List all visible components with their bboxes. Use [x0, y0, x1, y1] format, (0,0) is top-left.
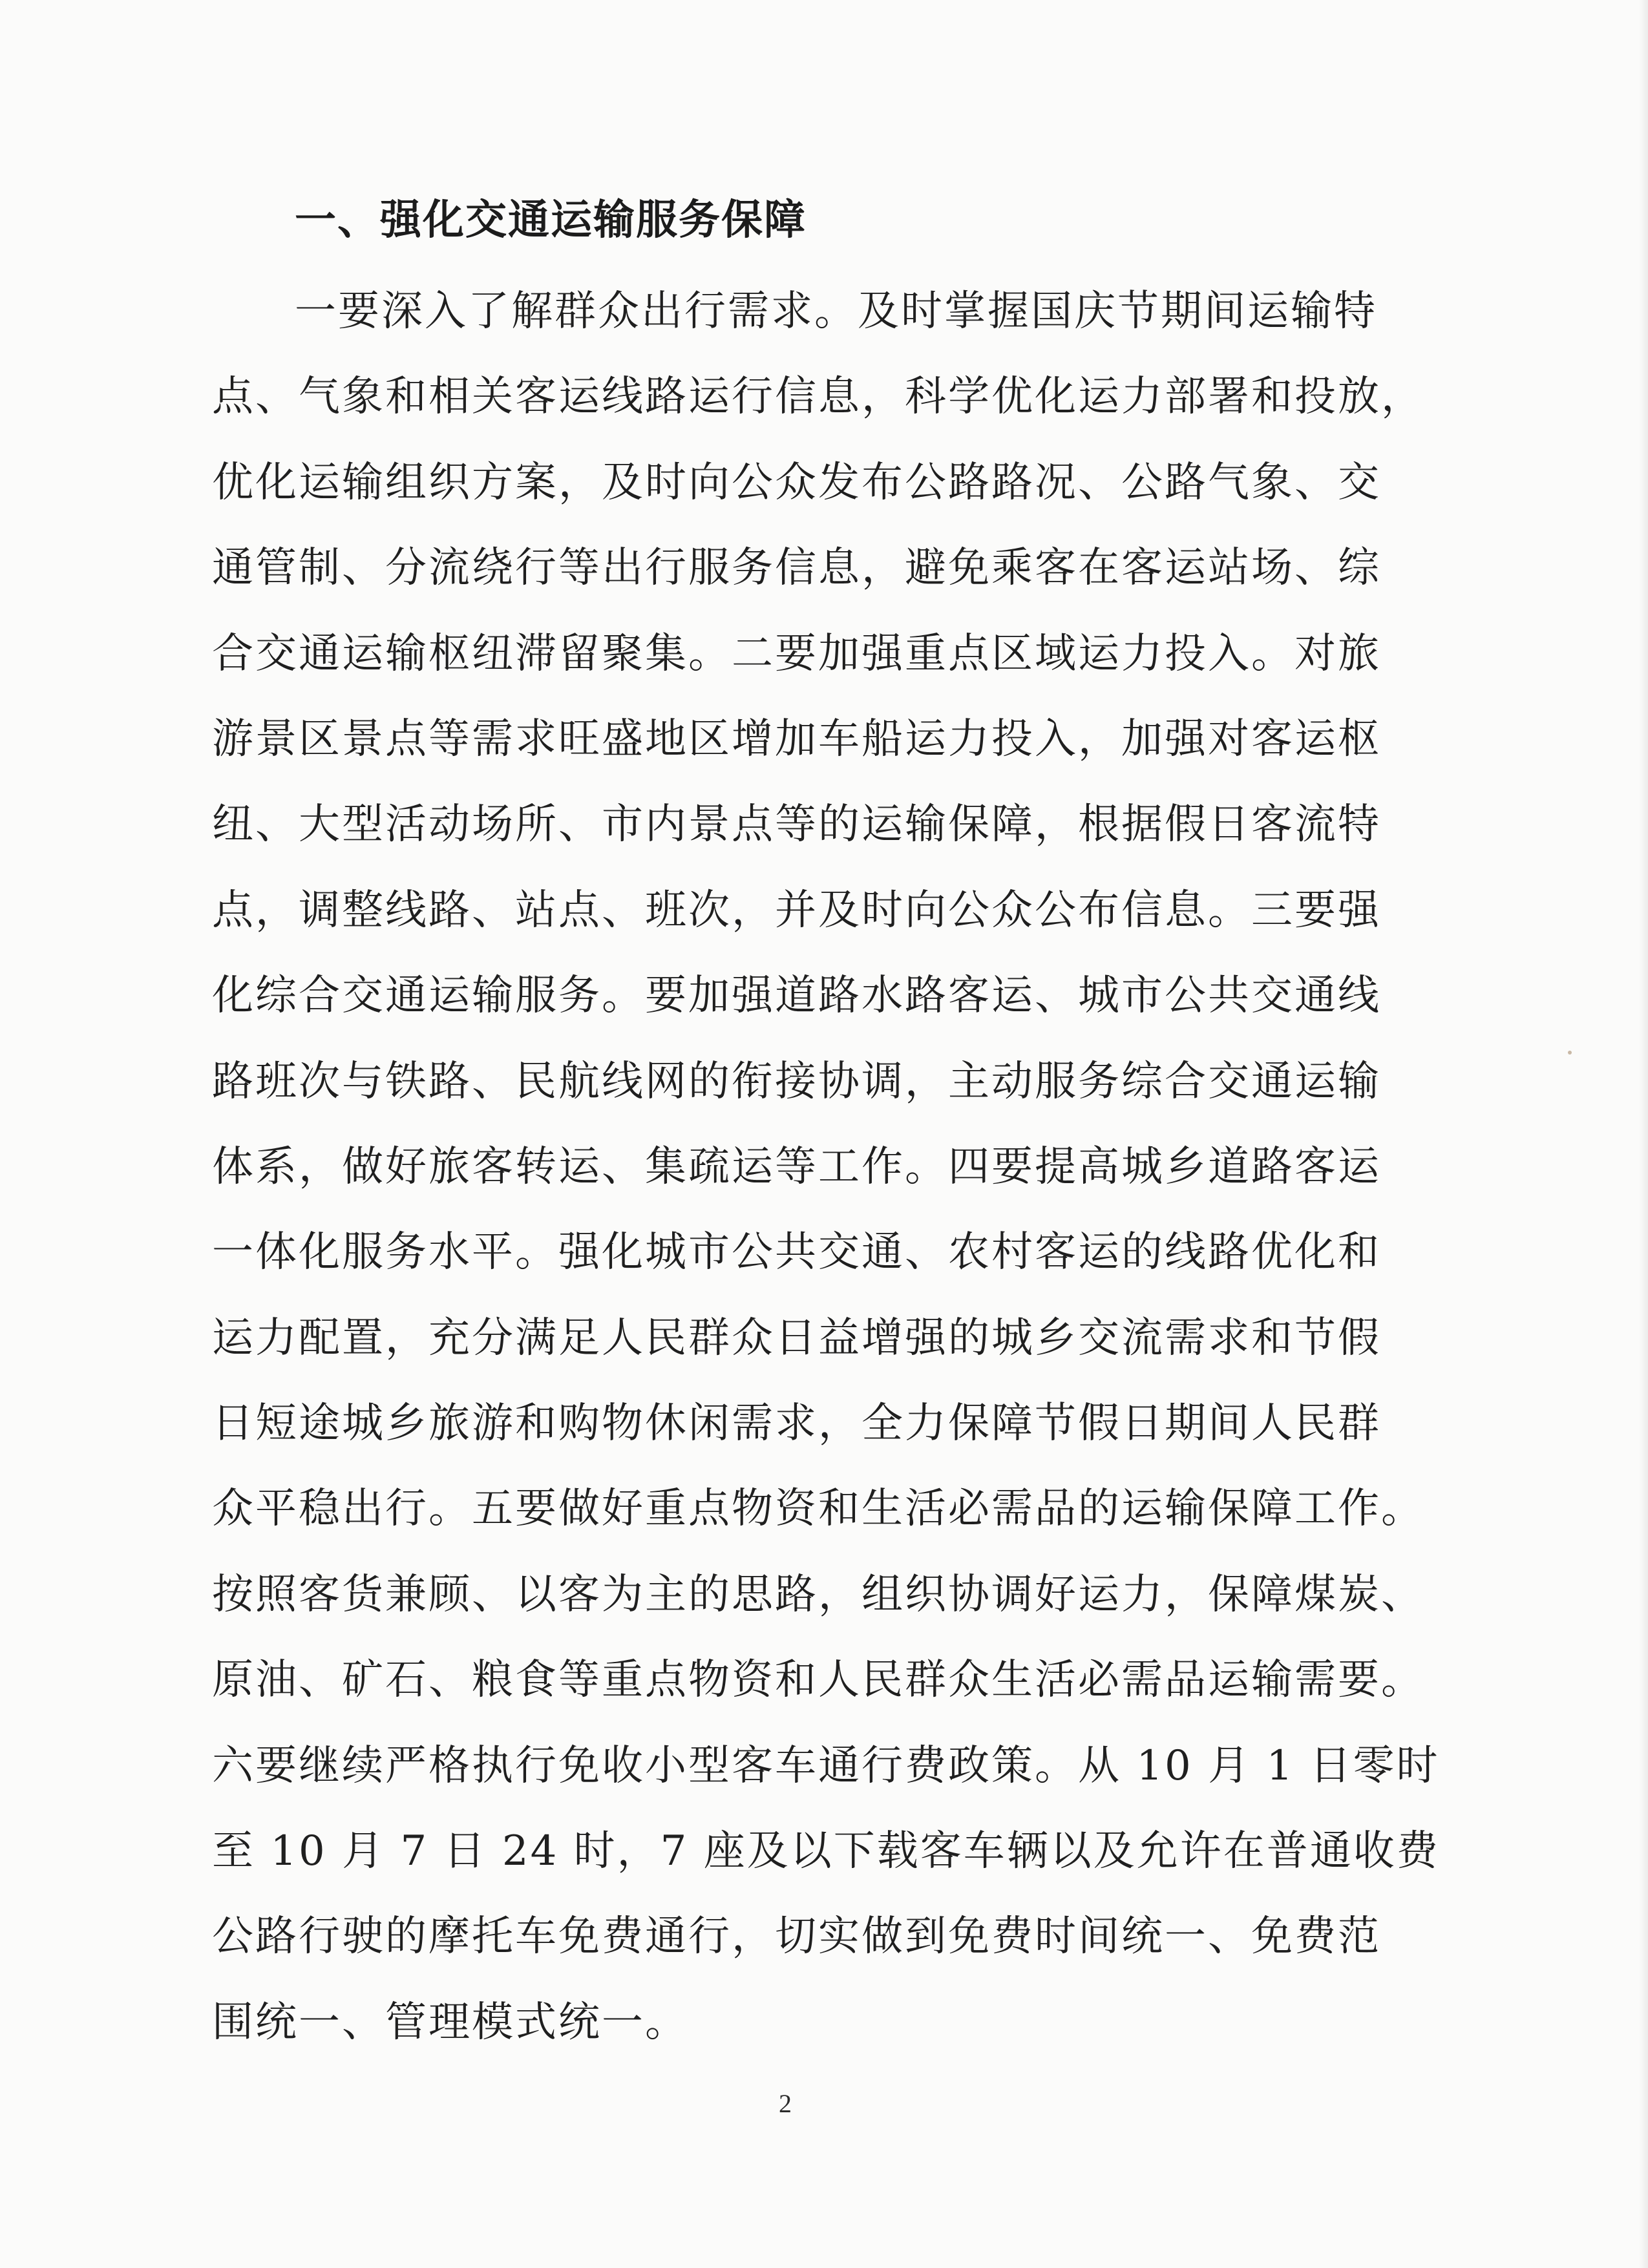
body-text	[212, 279, 1440, 2075]
text-line: 一体化服务水平。强化城市公共交通、农村客运的线路优化和	[212, 1228, 1381, 1277]
text-line: 体系，做好旅客转运、集疏运等工作。四要提高城乡道路客运	[212, 1142, 1381, 1191]
text-line: 合交通运输枢纽滞留聚集。二要加强重点区域运力投入。对旅	[212, 629, 1381, 678]
text-line: 至 10 月 7 日 24 时，7 座及以下载客车辆以及允许在普通收费	[212, 1827, 1440, 1876]
text-line: 公路行驶的摩托车免费通行，切实做到免费时间统一、免费范	[212, 1913, 1381, 1961]
scan-edge-shadow	[1639, 0, 1648, 2268]
text-line: 点，调整线路、站点、班次，并及时向公众公布信息。三要强	[212, 886, 1381, 934]
text-line: 通管制、分流绕行等出行服务信息，避免乘客在客运站场、综	[212, 544, 1381, 593]
text-line: 日短途城乡旅游和购物休闲需求，全力保障节假日期间人民群	[212, 1400, 1381, 1448]
text-line: 路班次与铁路、民航线网的衔接协调，主动服务综合交通运输	[212, 1057, 1381, 1106]
scan-speck	[1568, 1051, 1572, 1055]
text-line: 围统一、管理模式统一。	[212, 1998, 688, 2046]
section-heading: 一、强化交通运输服务保障	[295, 196, 807, 244]
text-line: 六要继续严格执行免收小型客车通行费政策。从 10 月 1 日零时	[212, 1741, 1440, 1790]
text-line: 众平稳出行。五要做好重点物资和生活必需品的运输保障工作。	[212, 1485, 1424, 1533]
page-number: 2	[779, 2089, 792, 2118]
text-line: 游景区景点等需求旺盛地区增加车船运力投入，加强对客运枢	[212, 715, 1381, 763]
text-line: 优化运输组织方案，及时向公众发布公路路况、公路气象、交	[212, 458, 1381, 507]
text-line: 按照客货兼顾、以客为主的思路，组织协调好运力，保障煤炭、	[212, 1570, 1424, 1619]
text-line: 纽、大型活动场所、市内景点等的运输保障，根据假日客流特	[212, 801, 1381, 849]
text-line: 原油、矿石、粮食等重点物资和人民群众生活必需品运输需要。	[212, 1656, 1424, 1705]
text-line: 点、气象和相关客运线路运行信息，科学优化运力部署和投放，	[212, 373, 1424, 421]
text-line: 运力配置，充分满足人民群众日益增强的城乡交流需求和节假	[212, 1314, 1381, 1362]
text-line: 一要深入了解群众出行需求。及时掌握国庆节期间运输特	[295, 288, 1377, 335]
text-line: 化综合交通运输服务。要加强道路水路客运、城市公共交通线	[212, 972, 1381, 1020]
